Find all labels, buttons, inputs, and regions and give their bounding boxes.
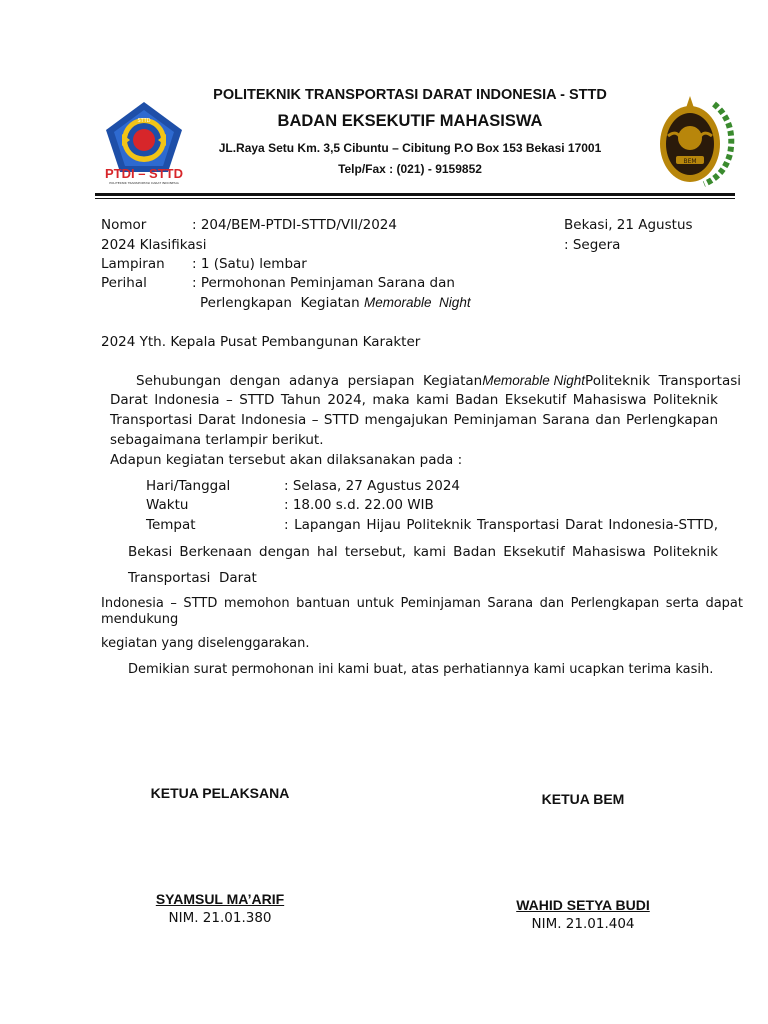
recipient: 2024 Yth. Kepala Pusat Pembangunan Karakter: [101, 334, 421, 350]
paragraph-4-line-2: mendukung: [101, 612, 179, 627]
header-rule-thin: [95, 198, 735, 199]
paragraph-4-line-1: Indonesia – STTD memohon bantuan untuk Peminjaman Sarana dan Perlengkapan serta dapat: [101, 596, 743, 611]
schedule-label-date: Hari/Tanggal: [146, 478, 231, 494]
paragraph-3-line-2: Transportasi Darat: [128, 570, 257, 586]
perihal-value: : Permohonan Peminjaman Sarana dan: [192, 275, 455, 291]
organization-name: BADAN EKSEKUTIF MAHASISWA: [277, 112, 543, 130]
schedule-value-time: : 18.00 s.d. 22.00 WIB: [284, 497, 434, 513]
paragraph-1-line-3: Transportasi Darat Indonesia – STTD mengajukan Peminjaman Sarana dan Perlengkapan: [110, 412, 718, 428]
svg-text:BEM: BEM: [683, 158, 697, 165]
ptdi-sttd-logo-text: PTDI – STTD: [104, 166, 183, 181]
institution-name: POLITEKNIK TRANSPORTASI DARAT INDONESIA - STTD: [213, 87, 607, 103]
paragraph-2: Adapun kegiatan tersebut akan dilaksanakan pada :: [110, 452, 463, 468]
perihal-cont-italic: Memorable Night: [364, 295, 471, 310]
header-rule-thick: [95, 193, 735, 196]
bem-logo: [654, 92, 738, 188]
p1-l1-end: Politeknik Transportasi: [585, 373, 741, 389]
left-signature-title: KETUA PELAKSANA: [150, 785, 290, 801]
paragraph-1-line-4: sebagaimana terlampir berikut.: [110, 432, 324, 448]
paragraph-4-line-3: kegiatan yang diselenggarakan.: [101, 636, 310, 651]
right-signature-title: KETUA BEM: [541, 791, 625, 807]
phone-fax: Telp/Fax : (021) - 9159852: [338, 162, 482, 176]
lampiran-value: : 1 (Satu) lembar: [192, 256, 307, 272]
perihal-continuation: [200, 295, 471, 311]
perihal-cont-prefix: Perlengkapan Kegiatan: [200, 295, 360, 311]
nomor-label: Nomor: [101, 217, 147, 233]
schedule-value-place: : Lapangan Hijau Politeknik Transportasi Darat Indonesia-STTD,: [284, 517, 718, 533]
letter-date: Bekasi, 21 Agustus: [564, 217, 693, 233]
klasifikasi-label: 2024 Klasifikasi: [101, 237, 207, 253]
p1-l1-start: Sehubungan dengan adanya persiapan Kegiatan: [136, 373, 483, 389]
nomor-value: : 204/BEM-PTDI-STTD/VII/2024: [192, 217, 397, 233]
right-signature-name: WAHID SETYA BUDI: [516, 897, 650, 913]
paragraph-1-line-1: [136, 373, 741, 389]
left-signature-name: SYAMSUL MA’ARIF: [155, 891, 285, 907]
perihal-label: Perihal: [101, 275, 147, 291]
paragraph-1-line-2: Darat Indonesia – STTD Tahun 2024, maka kami Badan Eksekutif Mahasiswa Politeknik: [110, 392, 718, 408]
schedule-label-place: Tempat: [146, 517, 196, 533]
klasifikasi-value: : Segera: [564, 237, 621, 253]
lampiran-label: Lampiran: [101, 256, 165, 272]
left-signature-nim: NIM. 21.01.380: [168, 910, 272, 926]
schedule-label-time: Waktu: [146, 497, 189, 513]
schedule-value-date: : Selasa, 27 Agustus 2024: [284, 478, 461, 494]
svg-text:STTD: STTD: [137, 118, 151, 124]
ptdi-sttd-logo-subtext: POLITEKNIK TRANSPORTASI DARAT INDONESIA: [109, 181, 179, 185]
right-signature-nim: NIM. 21.01.404: [531, 916, 635, 932]
closing-statement: Demikian surat permohonan ini kami buat, atas perhatiannya kami ucapkan terima kasih.: [128, 662, 714, 677]
address: JL.Raya Setu Km. 3,5 Cibuntu – Cibitung P.O Box 153 Bekasi 17001: [218, 141, 602, 155]
p1-l1-italic: Memorable Night: [482, 373, 586, 388]
paragraph-3-line-1: Bekasi Berkenaan dengan hal tersebut, kami Badan Eksekutif Mahasiswa Politeknik: [128, 544, 718, 560]
